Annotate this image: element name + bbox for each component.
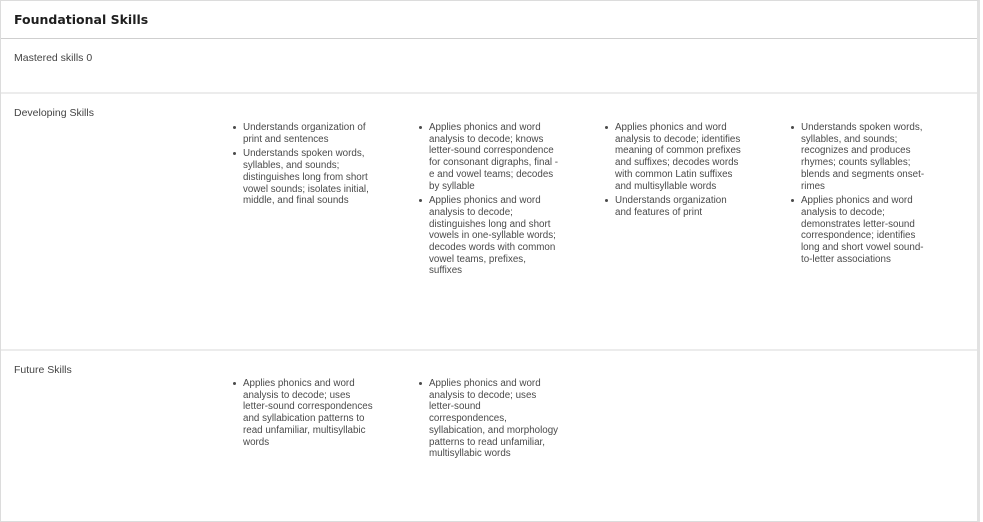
skill-item [801, 195, 931, 265]
skill-text: Applies phonics and word analysis to decode; demonstrates letter-sound correspondence; identifies long and short vowel sound-to-letter associations [801, 195, 924, 265]
skill-item [615, 122, 745, 192]
skill-list [409, 378, 559, 460]
developing-skills-columns [223, 122, 967, 280]
skill-text: Applies phonics and word analysis to decode; knows letter-sound correspondence for consonant digraphs, final - e and vowel teams; decodes by syllable [429, 122, 559, 192]
bullet-icon [233, 382, 236, 385]
skill-text: Applies phonics and word analysis to decode; uses letter-sound correspondences, syllabication, and morphology patterns to read unfamiliar, multisyllabic words [429, 378, 559, 460]
mastered-skills-section [1, 39, 977, 94]
skill-item [243, 378, 373, 448]
panel-header [1, 1, 977, 39]
skill-list [781, 122, 931, 265]
skill-text: Applies phonics and word analysis to decode; distinguishes long and short vowels in one-syllable words; decodes words with common vowel teams, prefixes, suffixes [429, 195, 556, 277]
developing-skills-label: Developing Skills [14, 107, 94, 119]
skill-column [781, 122, 967, 280]
skill-list [409, 122, 559, 277]
future-skills-label: Future Skills [14, 364, 72, 376]
skill-list [595, 122, 745, 219]
skill-text: Understands spoken words, syllables, and sounds; distinguishes long from short vowel sounds; isolates initial, middle, and final sounds [243, 148, 369, 207]
skill-list [223, 378, 373, 448]
skill-column [595, 122, 781, 280]
bullet-icon [605, 199, 608, 202]
skill-column [223, 378, 409, 463]
skill-item [429, 195, 559, 277]
skill-text: Understands organization and features of print [615, 195, 727, 218]
bullet-icon [233, 126, 236, 129]
skill-item [429, 378, 559, 460]
skill-item [801, 122, 931, 192]
bullet-icon [791, 126, 794, 129]
skill-text: Applies phonics and word analysis to decode; uses letter-sound correspondences and syllabication patterns to read unfamiliar, multisyllabic words [243, 378, 373, 448]
skill-text: Applies phonics and word analysis to decode; identifies meaning of common prefixes and suffixes; decodes words with common Latin suffixes and multisyllable words [615, 122, 741, 192]
skill-item [615, 195, 745, 218]
bullet-icon [419, 199, 422, 202]
skill-text: Understands organization of print and sentences [243, 122, 366, 145]
skill-column [223, 122, 409, 280]
skill-column [409, 378, 595, 463]
skill-list [223, 122, 373, 207]
bullet-icon [791, 199, 794, 202]
skill-item [429, 122, 559, 192]
skill-item [243, 122, 373, 145]
mastered-skills-label: Mastered skills 0 [14, 52, 93, 64]
skill-item [243, 148, 373, 207]
bullet-icon [419, 126, 422, 129]
bullet-icon [605, 126, 608, 129]
skill-column [409, 122, 595, 280]
panel-title: Foundational Skills [14, 12, 149, 27]
bullet-icon [419, 382, 422, 385]
future-skills-columns [223, 378, 595, 463]
bullet-icon [233, 152, 236, 155]
future-skills-section [1, 351, 977, 521]
skill-text: Understands spoken words, syllables, and sounds; recognizes and produces rhymes; counts syllables; blends and segments onset-rimes [801, 122, 925, 192]
developing-skills-section [1, 94, 977, 351]
